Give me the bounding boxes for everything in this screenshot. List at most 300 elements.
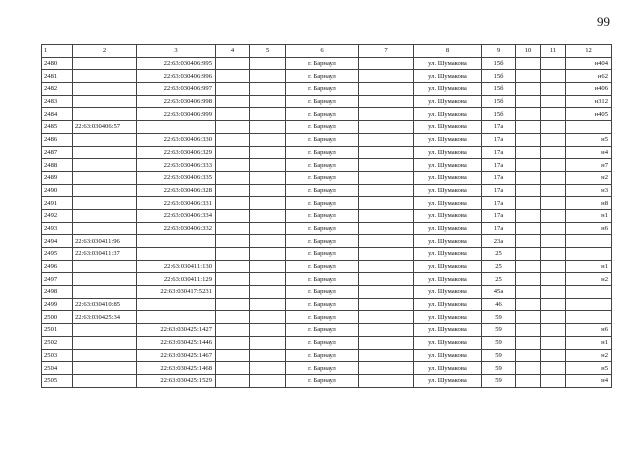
premises-number-cell [137,235,216,248]
city-cell: г. Барнаул [286,235,359,248]
house-number-cell: 15б [482,83,516,96]
parcel-number-cell: 22:63:030425:34 [73,311,137,324]
empty-cell [516,95,541,108]
house-number-cell: 15б [482,95,516,108]
house-number-cell: 17а [482,146,516,159]
premises-number-cell: 22:63:030425:1467 [137,349,216,362]
row-number-cell: 2504 [42,362,73,375]
empty-cell [516,146,541,159]
row-number-cell: 2498 [42,286,73,299]
empty-cell [359,222,414,235]
city-cell: г. Барнаул [286,362,359,375]
empty-cell [541,311,566,324]
row-number-cell: 2497 [42,273,73,286]
house-number-cell: 15б [482,108,516,121]
empty-cell [216,184,250,197]
premises-number-cell: 22:63:030406:999 [137,108,216,121]
empty-cell [216,146,250,159]
empty-cell [541,374,566,387]
premises-number-cell: 22:63:030411:129 [137,273,216,286]
empty-cell [359,146,414,159]
empty-cell [216,286,250,299]
empty-cell [250,57,286,70]
city-cell: г. Барнаул [286,121,359,134]
table-row [42,95,612,108]
premises-number-cell: 22:63:030411:130 [137,260,216,273]
city-cell: г. Барнаул [286,209,359,222]
empty-cell [516,171,541,184]
empty-cell [516,248,541,261]
table-row [42,133,612,146]
empty-cell [516,197,541,210]
empty-cell [250,184,286,197]
street-cell: ул. Шумакова [414,121,482,134]
city-cell: г. Барнаул [286,336,359,349]
empty-cell [359,121,414,134]
empty-cell [516,324,541,337]
street-cell: ул. Шумакова [414,248,482,261]
house-number-cell: 17а [482,121,516,134]
empty-cell [216,121,250,134]
parcel-number-cell: 22:63:030411:37 [73,248,137,261]
empty-cell [359,260,414,273]
city-cell: г. Барнаул [286,159,359,172]
table-row [42,57,612,70]
header-cell: 5 [250,45,286,58]
premises-code-cell: н4 [566,146,612,159]
parcel-number-cell [73,171,137,184]
empty-cell [541,260,566,273]
parcel-number-cell [73,197,137,210]
empty-cell [359,159,414,172]
empty-cell [216,273,250,286]
row-number-cell: 2500 [42,311,73,324]
empty-cell [216,260,250,273]
row-number-cell: 2488 [42,159,73,172]
parcel-number-cell [73,336,137,349]
empty-cell [216,197,250,210]
row-number-cell: 2480 [42,57,73,70]
empty-cell [516,273,541,286]
parcel-number-cell [73,57,137,70]
parcel-number-cell [73,159,137,172]
premises-number-cell: 22:63:030406:996 [137,70,216,83]
table-row [42,146,612,159]
premises-number-cell: 22:63:030406:332 [137,222,216,235]
house-number-cell: 45а [482,286,516,299]
empty-cell [516,260,541,273]
street-cell: ул. Шумакова [414,235,482,248]
empty-cell [516,311,541,324]
empty-cell [516,336,541,349]
street-cell: ул. Шумакова [414,362,482,375]
premises-code-cell: н312 [566,95,612,108]
empty-cell [541,159,566,172]
empty-cell [216,70,250,83]
table-row [42,273,612,286]
empty-cell [516,362,541,375]
premises-number-cell: 22:63:030406:998 [137,95,216,108]
empty-cell [516,349,541,362]
city-cell: г. Барнаул [286,349,359,362]
row-number-cell: 2505 [42,374,73,387]
empty-cell [216,209,250,222]
premises-code-cell: н8 [566,197,612,210]
street-cell: ул. Шумакова [414,146,482,159]
empty-cell [541,349,566,362]
empty-cell [250,108,286,121]
empty-cell [216,374,250,387]
header-cell: 4 [216,45,250,58]
parcel-number-cell [73,260,137,273]
parcel-number-cell [73,222,137,235]
header-cell: 12 [566,45,612,58]
parcel-number-cell [73,286,137,299]
row-number-cell: 2491 [42,197,73,210]
city-cell: г. Барнаул [286,374,359,387]
empty-cell [541,146,566,159]
house-number-cell: 25 [482,248,516,261]
empty-cell [516,133,541,146]
table-body [42,45,612,388]
empty-cell [216,235,250,248]
empty-cell [359,57,414,70]
empty-cell [516,83,541,96]
empty-cell [216,248,250,261]
parcel-number-cell [73,83,137,96]
premises-number-cell: 22:63:030406:997 [137,83,216,96]
page-number: 99 [597,14,610,29]
premises-code-cell: н2 [566,171,612,184]
street-cell: ул. Шумакова [414,57,482,70]
header-row [42,45,612,58]
row-number-cell: 2496 [42,260,73,273]
street-cell: ул. Шумакова [414,324,482,337]
empty-cell [516,222,541,235]
row-number-cell: 2485 [42,121,73,134]
empty-cell [541,324,566,337]
empty-cell [250,197,286,210]
empty-cell [359,336,414,349]
empty-cell [516,374,541,387]
empty-cell [516,184,541,197]
table-row [42,197,612,210]
premises-number-cell: 22:63:030406:995 [137,57,216,70]
empty-cell [516,235,541,248]
table-row [42,70,612,83]
street-cell: ул. Шумакова [414,311,482,324]
city-cell: г. Барнаул [286,273,359,286]
empty-cell [541,222,566,235]
empty-cell [250,362,286,375]
empty-cell [359,298,414,311]
empty-cell [541,184,566,197]
empty-cell [250,159,286,172]
premises-code-cell: н2 [566,349,612,362]
table-row [42,286,612,299]
premises-code-cell: н2 [566,273,612,286]
house-number-cell: 17а [482,184,516,197]
city-cell: г. Барнаул [286,298,359,311]
empty-cell [216,95,250,108]
empty-cell [216,222,250,235]
empty-cell [359,70,414,83]
row-number-cell: 2490 [42,184,73,197]
empty-cell [359,171,414,184]
row-number-cell: 2492 [42,209,73,222]
table-row [42,362,612,375]
empty-cell [516,57,541,70]
empty-cell [250,349,286,362]
row-number-cell: 2494 [42,235,73,248]
house-number-cell: 59 [482,374,516,387]
house-number-cell: 17а [482,209,516,222]
premises-code-cell: н404 [566,57,612,70]
row-number-cell: 2482 [42,83,73,96]
premises-code-cell: н6 [566,222,612,235]
empty-cell [541,95,566,108]
empty-cell [541,57,566,70]
empty-cell [516,286,541,299]
row-number-cell: 2481 [42,70,73,83]
city-cell: г. Барнаул [286,57,359,70]
house-number-cell: 17а [482,222,516,235]
street-cell: ул. Шумакова [414,197,482,210]
table-row [42,121,612,134]
street-cell: ул. Шумакова [414,336,482,349]
header-cell: 6 [286,45,359,58]
premises-code-cell [566,248,612,261]
parcel-number-cell [73,209,137,222]
parcel-number-cell: 22:63:030406:57 [73,121,137,134]
empty-cell [250,311,286,324]
premises-number-cell: 22:63:030425:1446 [137,336,216,349]
header-cell: 8 [414,45,482,58]
header-cell: 1 [42,45,73,58]
empty-cell [359,324,414,337]
empty-cell [250,171,286,184]
empty-cell [216,83,250,96]
table-row [42,171,612,184]
city-cell: г. Барнаул [286,311,359,324]
parcel-number-cell [73,362,137,375]
house-number-cell: 59 [482,336,516,349]
premises-number-cell [137,248,216,261]
table-row [42,324,612,337]
city-cell: г. Барнаул [286,324,359,337]
city-cell: г. Барнаул [286,171,359,184]
house-number-cell: 23а [482,235,516,248]
empty-cell [541,197,566,210]
empty-cell [541,362,566,375]
empty-cell [216,133,250,146]
empty-cell [541,133,566,146]
premises-code-cell: н1 [566,260,612,273]
street-cell: ул. Шумакова [414,374,482,387]
empty-cell [359,374,414,387]
empty-cell [250,260,286,273]
premises-code-cell [566,311,612,324]
empty-cell [541,248,566,261]
empty-cell [359,95,414,108]
table-row [42,108,612,121]
empty-cell [516,70,541,83]
house-number-cell: 17а [482,197,516,210]
parcel-number-cell [73,108,137,121]
premises-number-cell: 22:63:030425:1468 [137,362,216,375]
empty-cell [516,108,541,121]
row-number-cell: 2493 [42,222,73,235]
empty-cell [541,70,566,83]
parcel-number-cell [73,95,137,108]
empty-cell [359,273,414,286]
city-cell: г. Барнаул [286,95,359,108]
header-cell: 9 [482,45,516,58]
parcel-number-cell [73,324,137,337]
house-number-cell: 25 [482,273,516,286]
premises-code-cell: н3 [566,184,612,197]
empty-cell [250,298,286,311]
premises-number-cell: 22:63:030425:1427 [137,324,216,337]
table-row [42,184,612,197]
empty-cell [541,273,566,286]
street-cell: ул. Шумакова [414,298,482,311]
table-row [42,298,612,311]
row-number-cell: 2501 [42,324,73,337]
empty-cell [250,222,286,235]
empty-cell [541,171,566,184]
empty-cell [250,146,286,159]
house-number-cell: 59 [482,324,516,337]
city-cell: г. Барнаул [286,260,359,273]
city-cell: г. Барнаул [286,222,359,235]
table-row [42,374,612,387]
table-row [42,336,612,349]
city-cell: г. Барнаул [286,133,359,146]
row-number-cell: 2499 [42,298,73,311]
premises-code-cell: н6 [566,324,612,337]
empty-cell [216,324,250,337]
parcel-number-cell [73,374,137,387]
empty-cell [250,70,286,83]
table-row [42,248,612,261]
house-number-cell: 17а [482,133,516,146]
empty-cell [359,133,414,146]
empty-cell [359,197,414,210]
house-number-cell: 59 [482,311,516,324]
empty-cell [359,362,414,375]
street-cell: ул. Шумакова [414,159,482,172]
street-cell: ул. Шумакова [414,171,482,184]
premises-number-cell: 22:63:030406:331 [137,197,216,210]
empty-cell [250,286,286,299]
premises-number-cell [137,311,216,324]
empty-cell [516,121,541,134]
premises-code-cell: н406 [566,83,612,96]
premises-number-cell [137,298,216,311]
premises-number-cell: 22:63:030406:329 [137,146,216,159]
table-row [42,260,612,273]
empty-cell [541,121,566,134]
table-row [42,83,612,96]
empty-cell [359,209,414,222]
premises-code-cell: н1 [566,209,612,222]
empty-cell [250,95,286,108]
premises-code-cell: н405 [566,108,612,121]
premises-number-cell: 22:63:030406:328 [137,184,216,197]
empty-cell [359,248,414,261]
premises-code-cell: н4 [566,374,612,387]
empty-cell [250,324,286,337]
house-number-cell: 17а [482,159,516,172]
premises-number-cell: 22:63:030417:5231 [137,286,216,299]
empty-cell [359,235,414,248]
empty-cell [216,298,250,311]
row-number-cell: 2495 [42,248,73,261]
city-cell: г. Барнаул [286,70,359,83]
header-cell: 2 [73,45,137,58]
empty-cell [250,248,286,261]
empty-cell [250,83,286,96]
parcel-number-cell [73,349,137,362]
row-number-cell: 2483 [42,95,73,108]
street-cell: ул. Шумакова [414,222,482,235]
empty-cell [216,349,250,362]
city-cell: г. Барнаул [286,184,359,197]
row-number-cell: 2502 [42,336,73,349]
row-number-cell: 2486 [42,133,73,146]
empty-cell [516,298,541,311]
table-row [42,349,612,362]
registry-table [41,44,612,388]
premises-code-cell [566,121,612,134]
empty-cell [359,184,414,197]
street-cell: ул. Шумакова [414,184,482,197]
premises-code-cell [566,298,612,311]
premises-number-cell: 22:63:030425:1529 [137,374,216,387]
empty-cell [250,336,286,349]
street-cell: ул. Шумакова [414,260,482,273]
city-cell: г. Барнаул [286,248,359,261]
empty-cell [541,108,566,121]
premises-number-cell: 22:63:030406:330 [137,133,216,146]
empty-cell [359,311,414,324]
house-number-cell: 59 [482,362,516,375]
street-cell: ул. Шумакова [414,349,482,362]
empty-cell [541,209,566,222]
house-number-cell: 25 [482,260,516,273]
premises-code-cell [566,235,612,248]
premises-number-cell: 22:63:030406:334 [137,209,216,222]
table-row [42,311,612,324]
table-row [42,159,612,172]
empty-cell [250,209,286,222]
header-cell: 10 [516,45,541,58]
row-number-cell: 2484 [42,108,73,121]
empty-cell [516,209,541,222]
city-cell: г. Барнаул [286,197,359,210]
house-number-cell: 15б [482,70,516,83]
parcel-number-cell [73,133,137,146]
street-cell: ул. Шумакова [414,273,482,286]
parcel-number-cell [73,184,137,197]
street-cell: ул. Шумакова [414,70,482,83]
premises-code-cell: н7 [566,159,612,172]
empty-cell [216,311,250,324]
empty-cell [359,349,414,362]
premises-number-cell: 22:63:030406:335 [137,171,216,184]
empty-cell [541,235,566,248]
